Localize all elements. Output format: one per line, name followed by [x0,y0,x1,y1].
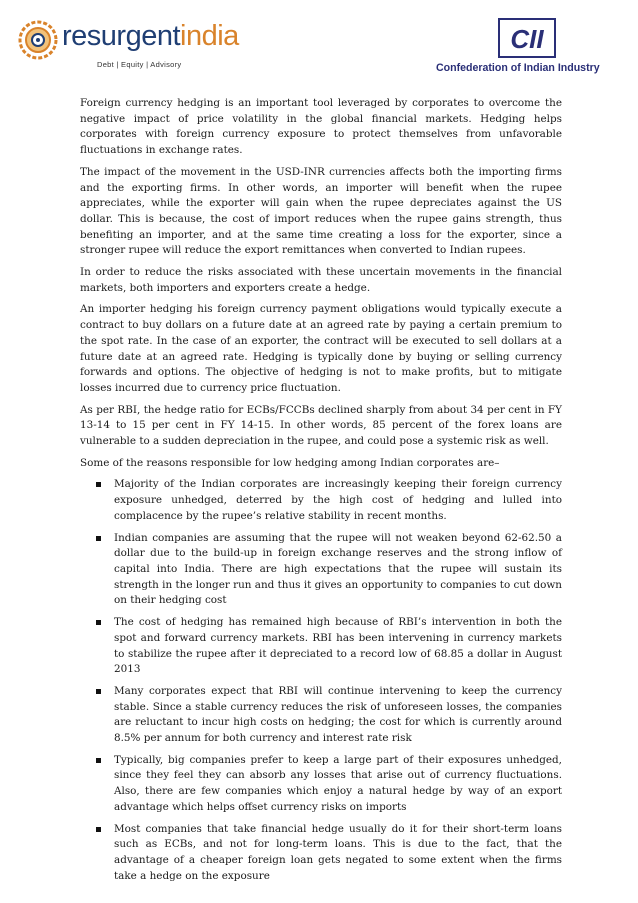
brand-name-part1: resurgent [62,20,181,52]
square-bullet-icon [96,689,101,694]
list-item-text: Most companies that take financial hedge usually do it for their short-term loans such as ECBs, and not for long-term loans. This is due to the fact, that the advantage of a cheaper foreign loan gets negated to some extent when the firms take a hedge on the exposure [114,822,562,882]
brand-name-part2: india [180,20,239,52]
paragraph: An importer hedging his foreign currency payment obligations would typically execute a contract to buy dollars on a future date at an agreed rate by paying a certain premium to the spot rate. In the case of an exporter, the contract will be executed to sell dollars at a future date at an agreed rate. Hedging is typically done by buying or selling currency forwards and options. The objective of hedging is not to make profits, but to mitigate losses incurred due to currency price fluctuation. [80,303,562,394]
list-item-text: Indian companies are assuming that the rupee will not weaken beyond 62-62.50 a dollar due to the build-up in foreign exchange reserves and the strong inflow of capital into India. There are high expectations that the rupee will sustain its strength in the longer run and thus it gives an opportunity to companies to cut down on their hedging cost [114,531,562,607]
list-item [80,477,562,524]
list-item-text: Majority of the Indian corporates are increasingly keeping their foreign currency exposure unhedged, deterred by the high cost of hedging and lulled into complacence by the rupee’s relative stability in recent months. [114,478,562,522]
reasons-list [80,477,562,884]
square-bullet-icon [96,827,101,832]
cii-logo-text: CII [510,24,544,54]
list-item-text: Many corporates expect that RBI will continue intervening to keep the currency stable. Since a stable currency reduces the risk of unforeseen losses, the companies are reluctant to incur high costs on hedging; the cost for which is currently around 8.5% per annum for both currency and interest rate risk [114,684,562,745]
brand-name [62,19,239,53]
list-item [80,531,562,610]
list-item [80,822,562,885]
resurgent-india-emblem-icon [18,20,58,60]
square-bullet-icon [96,758,101,763]
list-item [80,684,562,747]
paragraph: As per RBI, the hedge ratio for ECBs/FCCBs declined sharply from about 34 per cent in FY 13-14 to 15 per cent in FY 14-15. In other words, 85 percent of the forex loans are vulnerable to a sudden depreciation in the rupee, and could pose a systemic risk as well. [80,403,562,448]
list-item-text: Typically, big companies prefer to keep a large part of their exposures unhedged, since they feel they can absorb any losses that arise out of currency fluctuations. Also, there are few companies which enjoy a natural hedge by way of an export advantage which helps offset currency risks on imports [114,753,562,813]
paragraph: Some of the reasons responsible for low hedging among Indian corporates are– [80,456,500,469]
brand-tagline: Debt | Equity | Advisory [97,60,182,69]
cii-logo-icon [498,18,556,58]
paragraph: The impact of the movement in the USD-INR currencies affects both the importing firms and the exporting firms. In other words, an importer will benefit when the rupee appreciates, while the exporter will gain when the rupee depreciates against the US dollar. This is because, the cost of import reduces when the rupee gains strength, thus benefiting an importer, and at the same time creating a loss for the exporter, since a stronger rupee will reduce the export remittances when converted to Indian rupees. [80,165,562,257]
document-body [80,96,562,890]
list-item [80,615,562,678]
list-item [80,753,562,816]
square-bullet-icon [96,620,101,625]
paragraph: Foreign currency hedging is an important tool leveraged by corporates to overcome the negative impact of price volatility in the global financial markets. Hedging helps corporates with foreign currency exposure to protect themselves from unfavorable fluctuations in exchange rates. [80,97,562,157]
square-bullet-icon [96,536,101,541]
partner-name: Confederation of Indian Industry [436,62,600,74]
page-header [0,0,638,80]
square-bullet-icon [96,482,101,487]
paragraph: In order to reduce the risks associated with these uncertain movements in the financial markets, both importers and exporters create a hedge. [80,266,562,294]
list-item-text: The cost of hedging has remained high because of RBI’s intervention in both the spot and forward currency markets. RBI has been intervening in currency markets to stabilize the rupee after it depreciated to a record low of 68.85 a dollar in August 2013 [114,616,562,676]
